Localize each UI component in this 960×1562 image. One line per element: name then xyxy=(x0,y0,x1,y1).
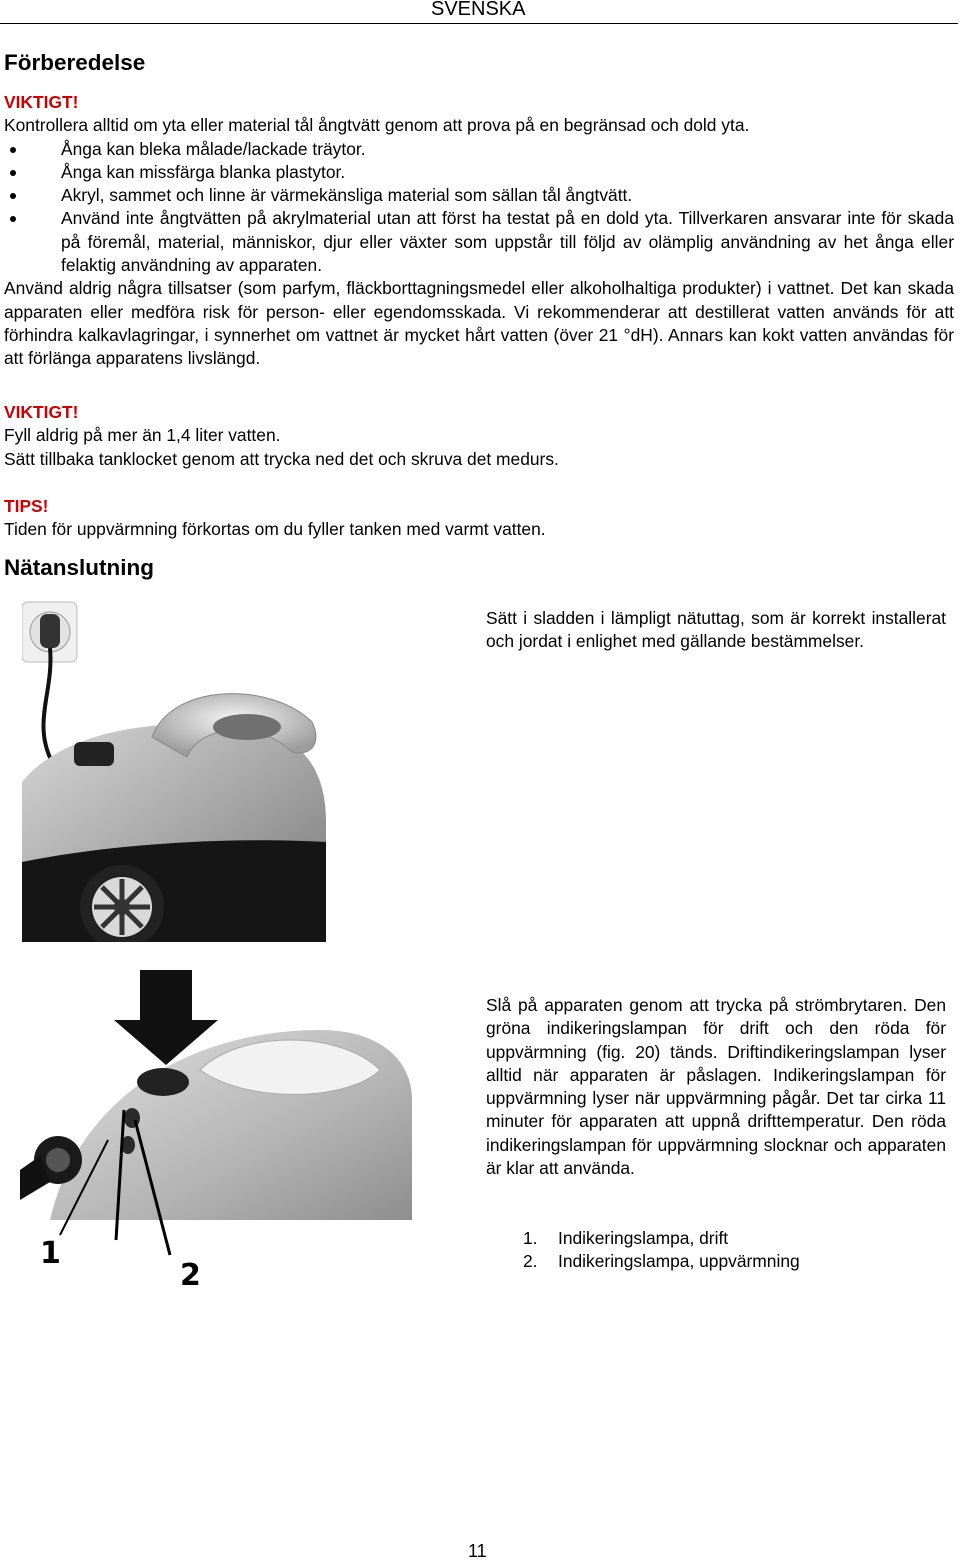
bullet-icon xyxy=(10,216,16,222)
list-item: Ånga kan missfärga blanka plastytor. xyxy=(4,161,954,184)
tips-label: TIPS! xyxy=(4,496,49,516)
bullet-icon xyxy=(10,147,16,153)
list-item: 2. Indikeringslampa, uppvärmning xyxy=(523,1251,800,1272)
header-language: SVENSKA xyxy=(431,0,526,20)
section-title-power-connection: Nätanslutning xyxy=(4,555,154,580)
figure-power-plug xyxy=(22,592,326,942)
important-block-1 xyxy=(4,91,954,371)
additives-paragraph: Använd aldrig några tillsatser (som parfym, fläckborttagningsmedel eller alkoholhaltiga produkter) i vattnet. Det kan skada apparaten eller medföra risk för person- eller egendomsskada. Vi rekommenderar att destillerat vatten används för att förhindra kalkavlagringar, i synnerhet om vattnet är mycket hårt vatten (över 21 °dH). Annars kan kokt vatten användas för att förlänga apparatens livslängd. xyxy=(4,278,954,369)
list-item: Använd inte ångtvätten på akrylmaterial utan att först ha testat på en dold yta. Tillverkaren ansvarar inte för skada på föremål, material, människor, djur eller växter som uppstår till följd av olämplig användning av het ånga eller felaktig användning av apparaten. xyxy=(4,207,954,277)
bullet-icon xyxy=(10,193,16,199)
list-item: Ånga kan bleka målade/lackade träytor. xyxy=(4,138,954,161)
indicator-list xyxy=(486,1227,946,1274)
list-item: 1. Indikeringslampa, drift xyxy=(523,1228,729,1248)
header-divider xyxy=(0,23,958,24)
section-title-preparation: Förberedelse xyxy=(4,50,146,75)
steam-cleaner-plug-illustration xyxy=(22,592,326,942)
important-block-2 xyxy=(4,401,954,471)
power-switch-paragraph: Slå på apparaten genom att trycka på strömbrytaren. Den gröna indikeringslampan för drift och den röda för uppvärmning (fig. 20) tänds. Driftindikeringslampan lyser alltid när apparaten är påslagen. Indikeringslampan för uppvärmning lyser när uppvärmning pågår. Det tar cirka 11 minuter för apparaten att uppnå drifttemperatur. Den röda indikeringslampan för uppvärmning slocknar och apparaten är klar att använda. xyxy=(486,995,946,1179)
fill-limit-text: Fyll aldrig på mer än 1,4 liter vatten. xyxy=(4,425,281,446)
tips-block xyxy=(4,495,954,542)
figure-label-1: 1 xyxy=(40,1236,61,1271)
power-connection-paragraph: Sätt i sladden i lämpligt nätuttag, som är korrekt installerat och jordat i enlighet med gällande bestämmelser. xyxy=(486,608,946,652)
page-number: 11 xyxy=(468,1541,487,1561)
tips-text: Tiden för uppvärmning förkortas om du fyller tanken med varmt vatten. xyxy=(4,519,546,540)
important-label: VIKTIGT! xyxy=(4,92,79,112)
list-item: Akryl, sammet och linne är värmekänsliga material som sällan tål ångtvätt. xyxy=(4,184,954,207)
warning-list xyxy=(4,138,954,278)
tank-cap-text: Sätt tillbaka tanklocket genom att trycka ned det och skruva det medurs. xyxy=(4,448,559,469)
important-label: VIKTIGT! xyxy=(4,402,79,422)
bullet-icon xyxy=(10,170,16,176)
important-intro: Kontrollera alltid om yta eller material tål ångtvätt genom att prova på en begränsad och dold yta. xyxy=(4,115,750,136)
figure-label-2: 2 xyxy=(180,1258,201,1293)
